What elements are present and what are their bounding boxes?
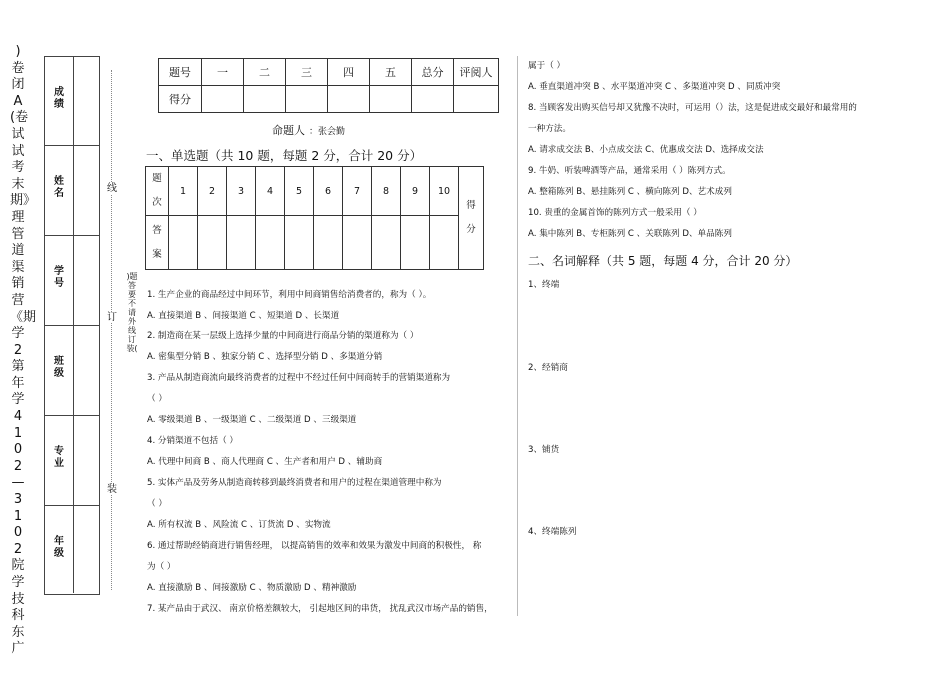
term-item: 2、经销商 [528, 363, 568, 373]
answer-cell[interactable] [314, 216, 343, 270]
answer-grid-number: 7 [343, 167, 372, 216]
answer-grid-number: 3 [227, 167, 256, 216]
label-major: 专业 [54, 446, 64, 469]
score-header-cell: 四 [328, 59, 370, 86]
question-line: 7. 某产品由于武汉、 南京价格差额较大， 引起地区间的串货， 扰乱武汉市场产品的销售， [147, 604, 493, 614]
exam-title-vertical: )卷闭A(卷试试考末期》理管道渠销营《期学2第年学4102—3102院学技科东广 [10, 44, 37, 657]
score-table [158, 58, 499, 113]
question-line: 10. 贵重的金属首饰的陈列方式一般采用（ ） [528, 208, 702, 218]
answer-cell[interactable] [227, 216, 256, 270]
question-line: 一种方法。 [528, 124, 571, 134]
question-line: 6. 通过帮助经销商进行销售经理， 以提高销售的效率和效果为激发中间商的积极性， 称 [147, 541, 482, 551]
answer-cell[interactable] [256, 216, 285, 270]
info-cell-name[interactable] [45, 146, 99, 236]
question-line: A. 整箱陈列 B、悬挂陈列 C 、横向陈列 D、艺术成列 [528, 187, 732, 197]
question-line: A. 垂直渠道冲突 B 、水平渠道冲突 C 、多渠道冲突 D 、同质冲突 [528, 82, 781, 92]
answer-cell[interactable] [372, 216, 401, 270]
question-line: A. 集中陈列 B、专柜陈列 C 、关联陈列 D、单品陈列 [528, 229, 732, 239]
author-line [272, 122, 345, 138]
question-line: （ ） [147, 499, 167, 509]
score-cell[interactable] [454, 86, 499, 113]
author-name: ：张会勤 [309, 127, 346, 137]
binding-mark-order: 订 [107, 312, 117, 323]
section1-title: 一、单选题（共 10 题，每题 2 分，合计 20 分） [146, 148, 423, 163]
score-cell[interactable] [370, 86, 412, 113]
answer-grid-number: 1 [169, 167, 198, 216]
info-cell-major[interactable] [45, 416, 99, 506]
question-line: 9. 牛奶、听装啤酒等产品，通常采用（ ）陈列方式。 [528, 166, 731, 176]
info-cell-grade-score[interactable] [45, 57, 99, 146]
score-header-cell: 评阅人 [454, 59, 499, 86]
label-name: 姓名 [54, 176, 64, 199]
answer-grid-number: 5 [285, 167, 314, 216]
binding-dotted-line [111, 70, 118, 590]
answer-grid-row-label: 答 案 [146, 216, 169, 270]
question-line: 5. 实体产品及劳务从制造商转移到最终消费者和用户的过程在渠道管理中称为 [147, 478, 442, 488]
answer-grid-row-label: 题 次 [146, 167, 169, 216]
answer-cell[interactable] [169, 216, 198, 270]
column-divider [517, 56, 518, 616]
score-cell[interactable] [328, 86, 370, 113]
label-year: 年级 [54, 536, 64, 559]
question-line: 8. 当顾客发出购买信号却又犹豫不决时，可运用（）法，这是促进成交最好和最常用的 [528, 103, 857, 113]
section2-title: 二、名词解释（共 5 题，每题 4 分，合计 20 分） [528, 254, 798, 268]
question-line: A. 零级渠道 B 、一级渠道 C 、二级渠道 D 、三级渠道 [147, 415, 357, 425]
score-cell[interactable] [412, 86, 454, 113]
term-item: 1、终端 [528, 280, 560, 290]
answer-grid-number: 6 [314, 167, 343, 216]
answer-cell[interactable] [430, 216, 459, 270]
term-item: 4、终端陈列 [528, 527, 577, 537]
info-cell-year[interactable] [45, 506, 99, 593]
question-line: 为（ ） [147, 562, 176, 572]
question-line: 3. 产品从制造商流向最终消费者的过程中不经过任何中间商转手的营销渠道称为 [147, 373, 451, 383]
question-line: A. 密集型分销 B 、独家分销 C 、选择型分销 D 、多渠道分销 [147, 352, 383, 362]
question-line: 属于（ ） [528, 61, 566, 71]
answer-grid-number: 2 [198, 167, 227, 216]
label-score: 成绩 [54, 87, 64, 110]
label-class: 班级 [54, 356, 64, 379]
score-header-cell: 一 [202, 59, 244, 86]
score-header-cell: 三 [286, 59, 328, 86]
answer-grid-number: 9 [401, 167, 430, 216]
author-label: 命题人 [272, 124, 305, 137]
answer-cell[interactable] [198, 216, 227, 270]
info-cell-student-id[interactable] [45, 236, 99, 326]
answer-grid-number: 10 [430, 167, 459, 216]
question-line: （ ） [147, 394, 167, 404]
question-line: A. 直接渠道 B 、间接渠道 C 、短渠道 D 、长渠道 [147, 311, 340, 321]
score-header-cell: 题号 [159, 59, 202, 86]
question-line: A. 所有权流 B 、风险流 C 、订货流 D 、实物流 [147, 520, 331, 530]
binding-notice: )题答要不请外线订装( [126, 272, 138, 353]
answer-grid-number: 8 [372, 167, 401, 216]
question-line: A. 代理中间商 B 、商人代理商 C 、生产者和用户 D 、辅助商 [147, 457, 383, 467]
score-cell[interactable] [202, 86, 244, 113]
student-info-table [44, 56, 100, 595]
score-header-cell: 二 [244, 59, 286, 86]
question-line: A. 直接激励 B 、间接激励 C 、物质激励 D 、精神激励 [147, 583, 357, 593]
info-cell-class[interactable] [45, 326, 99, 416]
answer-grid-number: 4 [256, 167, 285, 216]
answer-cell[interactable] [343, 216, 372, 270]
question-line: 2. 制造商在某一层级上选择少量的中间商进行商品分销的渠道称为（ ） [147, 331, 419, 341]
question-line: 1. 生产企业的商品经过中间环节，利用中间商销售给消费者的，称为（ ）。 [147, 290, 432, 300]
answer-cell[interactable] [401, 216, 430, 270]
answer-grid-score-label: 得 分 [459, 167, 484, 270]
score-row-label: 得分 [159, 86, 202, 113]
term-item: 3、铺货 [528, 445, 560, 455]
binding-mark-bind: 装 [107, 484, 117, 495]
question-line: 4. 分销渠道不包括（ ） [147, 436, 239, 446]
score-cell[interactable] [286, 86, 328, 113]
label-student-id: 学号 [54, 266, 64, 289]
score-header-cell: 五 [370, 59, 412, 86]
question-line: A. 请求成交法 B、小点成交法 C、优惠成交法 D、选择成交法 [528, 145, 764, 155]
binding-mark-line: 线 [107, 183, 117, 194]
answer-cell[interactable] [285, 216, 314, 270]
answer-grid [145, 166, 484, 270]
score-header-cell: 总分 [412, 59, 454, 86]
score-cell[interactable] [244, 86, 286, 113]
